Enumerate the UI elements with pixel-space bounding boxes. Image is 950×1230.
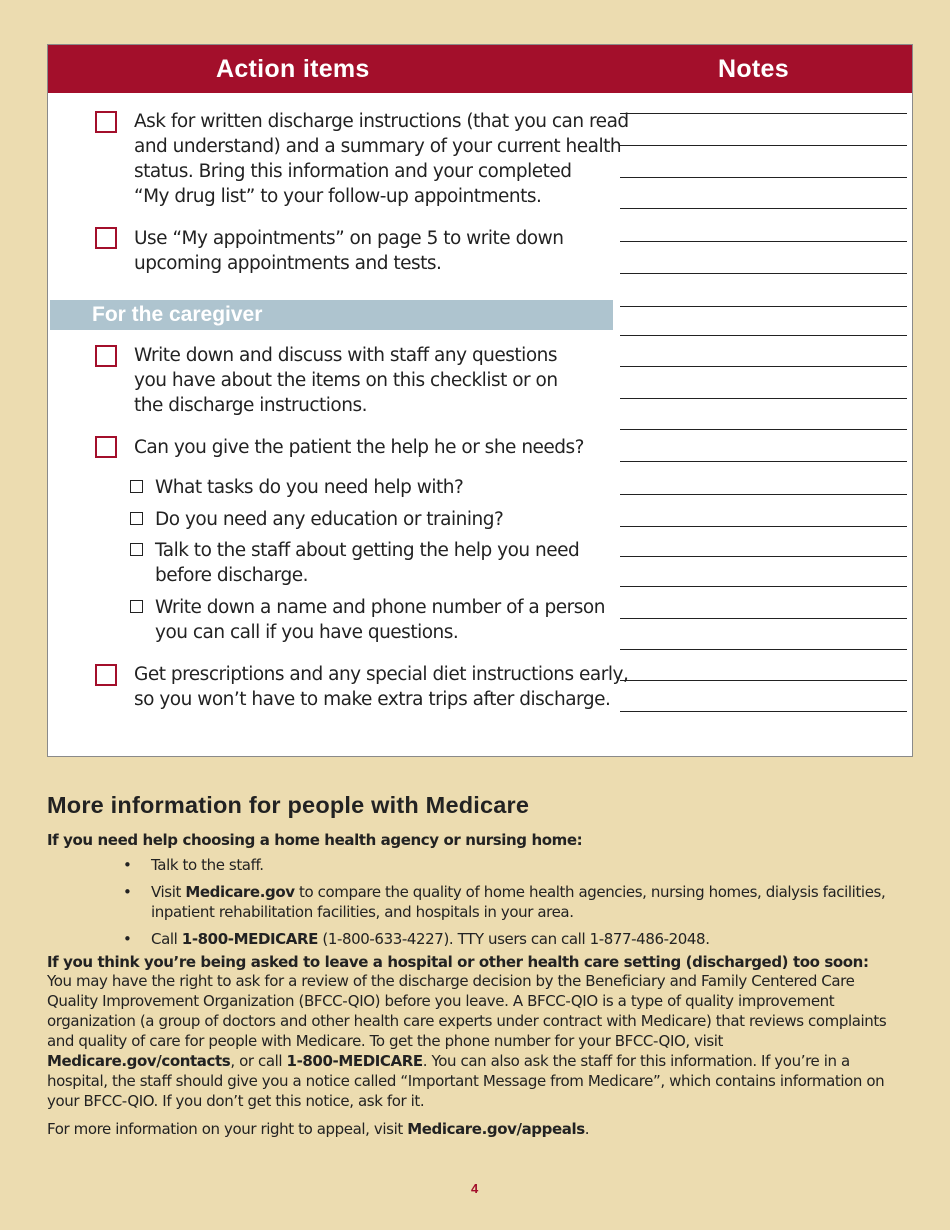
bullet-icon: • [123, 930, 132, 948]
item-discuss-questions: Write down and discuss with staff any questions you have about the items on this checklist or on the discharge instructions. [134, 345, 558, 416]
notes-line[interactable] [620, 649, 907, 650]
bullet-icon: • [123, 883, 132, 901]
notes-line[interactable] [620, 273, 907, 274]
caregiver-heading: For the caregiver [92, 303, 263, 326]
medicare-appeals-link[interactable]: Medicare.gov/appeals [407, 1120, 585, 1138]
medicare-contacts-link[interactable]: Medicare.gov/contacts [47, 1052, 231, 1070]
medicare-phone: 1-800-MEDICARE [181, 930, 319, 948]
checkbox-tasks-help[interactable] [130, 480, 143, 493]
bullet-text: Visit [151, 883, 186, 901]
bullet-icon: • [123, 856, 132, 874]
notes-line[interactable] [620, 461, 907, 462]
bullet-text: (1-800-633-4227). TTY users can call 1-877-486-2048. [318, 930, 710, 948]
bullet-text: to compare the quality of home health agencies, nursing homes, dialysis facilities, inpatient rehabilitation facilities, and hospitals in your area. [151, 883, 886, 921]
medicare-gov-link[interactable]: Medicare.gov [185, 883, 295, 901]
notes-line[interactable] [620, 208, 907, 209]
bullet-text: Talk to the staff. [151, 856, 264, 874]
checkbox-my-appointments[interactable] [95, 227, 117, 249]
discharge-paragraph [47, 971, 907, 1111]
medicare-phone: 1-800-MEDICARE [286, 1052, 423, 1070]
checkbox-patient-help[interactable] [95, 436, 117, 458]
discharge-too-soon-heading: If you think you’re being asked to leave a hospital or other health care setting (discharged) too soon: [47, 953, 869, 971]
notes-line[interactable] [620, 526, 907, 527]
caregiver-section-bar [50, 300, 613, 330]
list-item [47, 855, 907, 875]
more-info-title: More information for people with Medicare [47, 792, 530, 818]
notes-line[interactable] [620, 366, 907, 367]
notes-line[interactable] [620, 145, 907, 146]
notes-heading: Notes [718, 55, 789, 83]
item-patient-help: Can you give the patient the help he or she needs? [134, 437, 585, 458]
help-bullets [47, 855, 907, 949]
checkbox-discuss-questions[interactable] [95, 345, 117, 367]
subitem-tasks-help: What tasks do you need help with? [155, 477, 464, 498]
checkbox-written-discharge-instructions[interactable] [95, 111, 117, 133]
notes-line[interactable] [620, 680, 907, 681]
notes-line[interactable] [620, 241, 907, 242]
paragraph-text: You may have the right to ask for a review of the discharge decision by the Beneficiary and Family Centered Care Quality Improvement Organization (BFCC-QIO) before you leave. A BFCC-QIO is a type of quality improvement organization (a group of doctors and other health care experts under contract with Medicare) that reviews complaints and quality of care for people with Medicare. To get the phone number for your BFCC-QIO, visit [47, 972, 887, 1050]
notes-line[interactable] [620, 711, 907, 712]
checkbox-name-phone-number[interactable] [130, 600, 143, 613]
checkbox-education-training[interactable] [130, 512, 143, 525]
page-number: 4 [471, 1181, 479, 1196]
list-item [47, 929, 907, 949]
help-choosing-heading: If you need help choosing a home health agency or nursing home: [47, 831, 583, 849]
item-my-appointments: Use “My appointments” on page 5 to write down upcoming appointments and tests. [134, 228, 564, 274]
subitem-name-phone-number: Write down a name and phone number of a person you can call if you have questions. [155, 597, 605, 643]
paragraph-text: For more information on your right to appeal, visit [47, 1120, 408, 1138]
checklist-panel [47, 44, 913, 757]
notes-line[interactable] [620, 398, 907, 399]
notes-line[interactable] [620, 618, 907, 619]
action-items-heading: Action items [216, 55, 370, 83]
notes-line[interactable] [620, 429, 907, 430]
subitem-talk-to-staff: Talk to the staff about getting the help you need before discharge. [155, 540, 580, 586]
list-item [47, 882, 907, 922]
checkbox-talk-to-staff[interactable] [130, 543, 143, 556]
notes-line[interactable] [620, 586, 907, 587]
checkbox-prescriptions-early[interactable] [95, 664, 117, 686]
item-written-discharge-instructions: Ask for written discharge instructions (that you can read and understand) and a summary of your current health status. Bring this information and your completed “My drug list” to your follow-up appointments. [134, 111, 629, 207]
notes-line[interactable] [620, 556, 907, 557]
notes-line[interactable] [620, 335, 907, 336]
checklist-header [48, 45, 912, 93]
paragraph-text: . [584, 1120, 590, 1138]
appeal-paragraph [47, 1119, 907, 1139]
notes-line[interactable] [620, 494, 907, 495]
notes-line[interactable] [620, 113, 907, 114]
notes-line[interactable] [620, 177, 907, 178]
paragraph-text: . You can also ask the staff for this information. If you’re in a hospital, the staff should give you a notice called “Important Message from Medicare”, which contains information on your BFCC-QIO. If you don’t get this notice, ask for it. [47, 1052, 885, 1110]
subitem-education-training: Do you need any education or training? [155, 509, 504, 530]
notes-line[interactable] [620, 306, 907, 307]
bullet-text: Call [151, 930, 182, 948]
paragraph-text: , or call [230, 1052, 287, 1070]
more-information-section [47, 792, 907, 1139]
item-prescriptions-early: Get prescriptions and any special diet instructions early, so you won’t have to make extra trips after discharge. [134, 664, 629, 710]
